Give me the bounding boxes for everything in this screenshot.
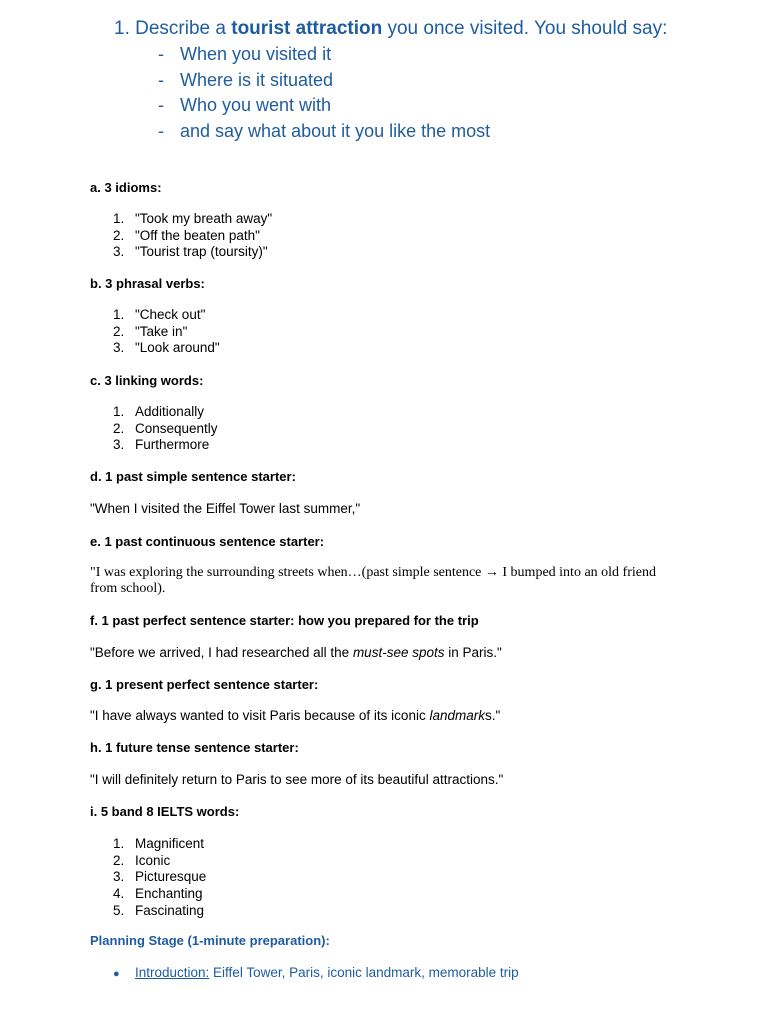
present-perfect-sentence [90,708,500,723]
list-item [113,869,206,886]
list-text: "Tourist trap (toursity)" [135,244,268,260]
section-f-heading: f. 1 past perfect sentence starter: how you prepared for the trip [90,613,479,628]
cue-dash: - [158,120,164,141]
past-continuous-sentence: "I was exploring the surrounding streets when…(past simple sentence → I bumped into an old friend from school). [90,565,656,596]
introduction-text: Eiffel Tower, Paris, iconic landmark, memorable trip [209,965,519,980]
list-text: Additionally [135,404,205,419]
list-item [113,340,220,357]
linking-words-list [113,404,218,454]
cue-item [158,93,490,119]
list-item [113,421,218,438]
section-a-heading: a. 3 idioms: [90,180,162,195]
list-item [113,836,206,853]
list-item [113,211,272,228]
list-text: Magnificent [135,836,205,851]
list-item [113,903,206,920]
list-item [113,324,220,341]
cue-item [158,119,490,145]
cue-item [158,42,490,68]
question-cue-list [158,42,490,144]
list-item [113,307,220,324]
sentence-part: s." [484,708,501,723]
list-text: Iconic [135,852,171,868]
section-i-heading: i. 5 band 8 IELTS words: [90,804,240,819]
cue-text: Where is it situated [180,69,334,90]
planning-heading: Planning Stage (1-minute preparation): [90,933,330,948]
list-number: 1. [113,836,125,851]
list-number: 2. [113,852,125,868]
list-number: 4. [113,886,125,902]
question-pre: Describe a [135,18,226,39]
list-number: 1. [113,404,125,419]
cue-dash: - [158,69,164,90]
list-number: 3. [113,869,125,885]
list-number: 1. [113,211,125,226]
section-b-heading: b. 3 phrasal verbs: [90,276,205,291]
section-g-heading: g. 1 present perfect sentence starter: [90,677,319,692]
sentence-emphasis: landmark [429,708,485,723]
cue-dash: - [158,95,164,115]
past-perfect-sentence [90,645,502,660]
list-number: 2. [113,420,125,436]
question-title [114,16,667,42]
planning-bullet [113,965,519,980]
list-text: "Take in" [135,323,188,339]
list-number: 2. [113,227,125,243]
cue-dash: - [158,44,164,64]
list-text: "Check out" [135,307,206,322]
list-number: 3. [113,340,125,356]
section-e-heading: e. 1 past continuous sentence starter: [90,534,325,549]
ielts-words-list [113,836,206,920]
cue-text: Who you went with [180,95,332,115]
list-number: 5. [113,902,125,918]
list-item [113,853,206,870]
cue-text: and say what about it you like the most [180,120,491,141]
list-text: "Took my breath away" [135,211,273,226]
list-text: "Off the beaten path" [135,227,260,243]
list-text: Furthermore [135,437,210,453]
list-number: 2. [113,323,125,339]
list-item [113,244,272,261]
question-post: you once visited. You should say: [387,18,668,39]
phrasal-verbs-list [113,307,220,357]
list-number: 1. [113,307,125,322]
sentence-emphasis: must-see spots [352,645,445,660]
sentence-part: in Paris." [444,645,502,660]
sentence-part: "Before we arrived, I had researched all the [90,645,353,660]
question-number: 1. [114,18,130,39]
question-bold: tourist attraction [231,18,383,39]
list-item [113,228,272,245]
cue-item [158,68,490,94]
idioms-list [113,211,272,261]
list-number: 3. [113,244,125,260]
section-h-heading: h. 1 future tense sentence starter: [90,740,299,755]
list-item [113,886,206,903]
list-text: Enchanting [135,886,203,902]
future-tense-sentence: "I will definitely return to Paris to see more of its beautiful attractions." [90,772,504,787]
list-text: Fascinating [135,902,205,918]
list-text: Picturesque [135,869,207,885]
introduction-link[interactable]: Introduction: [135,965,210,980]
sentence-part: "I have always wanted to visit Paris because of its iconic [90,708,430,723]
past-simple-sentence: "When I visited the Eiffel Tower last summer," [90,501,361,516]
list-item [113,404,218,421]
list-text: "Look around" [135,340,220,356]
list-text: Consequently [135,420,218,436]
cue-text: When you visited it [180,44,332,64]
section-d-heading: d. 1 past simple sentence starter: [90,469,296,484]
list-number: 3. [113,437,125,453]
list-item [113,437,218,454]
section-c-heading: c. 3 linking words: [90,373,204,388]
bullet-icon: ● [113,968,120,980]
